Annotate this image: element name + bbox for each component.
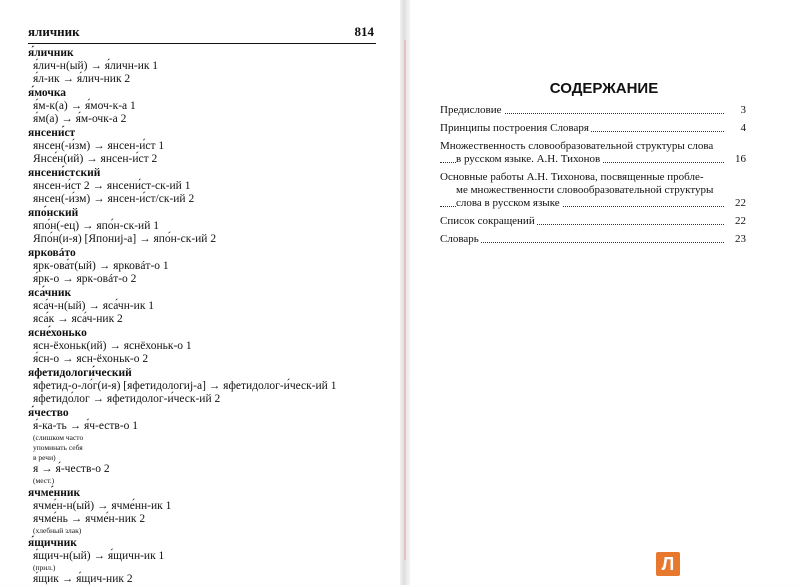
toc-item-label: Словарь bbox=[440, 233, 479, 245]
dictionary-entry bbox=[28, 537, 378, 586]
entry-note: (мест.) bbox=[33, 476, 55, 485]
dictionary-entries bbox=[28, 47, 378, 587]
dictionary-entry bbox=[28, 87, 378, 126]
derivation-line: янсен(-и́зм) → янсен-и́ст 1 bbox=[33, 140, 165, 152]
entry-headword: я́личник bbox=[28, 47, 74, 59]
toc-item-label: Принципы построения Словаря bbox=[440, 122, 589, 134]
derivation-line: ячме́нь → ячме́н-ник 2 bbox=[33, 513, 146, 525]
derivation-line: Япо́н(и-я) [Япониј-а] → япо́н-ск-ий 2 bbox=[33, 233, 217, 245]
derivation-line: я́м(а) → я́м-очк-а 2 bbox=[33, 113, 127, 125]
toc-item[interactable] bbox=[440, 215, 746, 228]
dictionary-entry bbox=[28, 487, 378, 536]
derivation-line: ячме́н-н(ый) → ячме́нн-ик 1 bbox=[33, 500, 172, 512]
table-of-contents bbox=[440, 104, 746, 251]
toc-page-number: 23 bbox=[735, 233, 746, 245]
derivation-line: янсен-и́ст 2 → янсени́ст-ск-ий 1 bbox=[33, 180, 191, 192]
toc-item-label: ме множественности словообразовательной структуры bbox=[456, 184, 714, 196]
derivation-line: Янсе́н(ий) → янсен-и́ст 2 bbox=[33, 153, 158, 165]
dictionary-entry bbox=[28, 367, 378, 406]
toc-page-number: 16 bbox=[735, 153, 746, 165]
derivation-line: я́щик → я́щич-ник 2 bbox=[33, 573, 133, 585]
toc-item-label: слова в русском языке bbox=[456, 197, 560, 209]
entry-headword: ярковáто bbox=[28, 247, 76, 259]
dictionary-entry bbox=[28, 47, 378, 86]
derivation-line: ярк-ова́т(ый) → ярковáт-о 1 bbox=[33, 260, 169, 272]
derivation-line: я́лич-н(ый) → я́личн-ик 1 bbox=[33, 60, 159, 72]
entry-headword: яса́чник bbox=[28, 287, 72, 299]
derivation-line: яса́ч-н(ый) → яса́чн-ик 1 bbox=[33, 300, 155, 312]
entry-headword: я́мочка bbox=[28, 87, 67, 99]
page-number: 814 bbox=[354, 24, 374, 39]
running-head-word: яличник bbox=[28, 24, 80, 39]
entry-note: в речи) bbox=[33, 453, 56, 462]
entry-headword: янсени́ст bbox=[28, 127, 76, 139]
entry-headword: янсени́стский bbox=[28, 167, 101, 179]
toc-title: СОДЕРЖАНИЕ bbox=[549, 80, 659, 97]
dictionary-entry bbox=[28, 287, 378, 326]
derivation-line: яса́к → яса́ч-ник 2 bbox=[33, 313, 123, 325]
derivation-line: я́-ка-ть → я́ч-еств-о 1 bbox=[33, 420, 139, 432]
header-rule bbox=[28, 43, 376, 44]
toc-item-label: Множественность словообразовательной структуры слова bbox=[440, 140, 714, 152]
toc-item[interactable] bbox=[440, 171, 746, 210]
dictionary-entry bbox=[28, 127, 378, 166]
toc-item-label: в русском языке. А.Н. Тихонов bbox=[456, 153, 601, 165]
dictionary-entry bbox=[28, 167, 378, 206]
spine-shadow bbox=[404, 40, 406, 560]
toc-page-number: 22 bbox=[735, 197, 746, 209]
toc-leader-dots bbox=[440, 242, 724, 243]
toc-item[interactable] bbox=[440, 122, 746, 135]
toc-page-number: 4 bbox=[740, 122, 746, 134]
derivation-line: я́рк-о → ярк-овáт-о 2 bbox=[33, 273, 137, 285]
derivation-line: ясн-ёхоньк(ий) → яснёхоньк-о 1 bbox=[33, 340, 192, 352]
toc-item[interactable] bbox=[440, 233, 746, 246]
derivation-line: яфетид-о-ло́г(и-я) [яфетидологиј-а] → яфетидолог-и́ческ-ий 1 bbox=[33, 380, 337, 392]
derivation-line: я́щич-н(ый) → я́щичн-ик 1 bbox=[33, 550, 165, 562]
derivation-line: яфетидо́лог → яфетидолог-и́ческ-ий 2 bbox=[33, 393, 221, 405]
dictionary-entry bbox=[28, 247, 378, 286]
dictionary-entry bbox=[28, 327, 378, 366]
derivation-line: я́м-к(а) → я́моч-к-а 1 bbox=[33, 100, 136, 112]
entry-headword: я́щичник bbox=[28, 537, 77, 549]
toc-item[interactable] bbox=[440, 104, 746, 117]
derivation-line: я́л-ик → я́лич-ник 2 bbox=[33, 73, 131, 85]
dictionary-entry bbox=[28, 207, 378, 246]
entry-note: (прил.) bbox=[33, 563, 56, 572]
derivation-line: я́сн-о → ясн-ёхоньк-о 2 bbox=[33, 353, 149, 365]
running-head bbox=[28, 24, 374, 42]
entry-headword: яфетидологи́ческий bbox=[28, 367, 132, 379]
entry-note: упоминать себя bbox=[33, 443, 83, 452]
toc-page-number: 22 bbox=[735, 215, 746, 227]
toc-item-label: Основные работы А.Н. Тихонова, посвященные пробле- bbox=[440, 171, 704, 183]
publisher-logo-icon: Л bbox=[656, 552, 680, 576]
toc-item[interactable] bbox=[440, 140, 746, 166]
entry-headword: ясне́хонько bbox=[28, 327, 87, 339]
derivation-line: янсен(-и́зм) → янсен-и́ст/ск-ий 2 bbox=[33, 193, 195, 205]
entry-headword: я́чество bbox=[28, 407, 69, 419]
entry-headword: ячме́нник bbox=[28, 487, 81, 499]
toc-item-label: Список сокращений bbox=[440, 215, 535, 227]
toc-item-label: Предисловие bbox=[440, 104, 502, 116]
entry-headword: япо́нский bbox=[28, 207, 79, 219]
dictionary-entry bbox=[28, 407, 378, 486]
derivation-line: япо́н(-ец) → япо́н-ск-ий 1 bbox=[33, 220, 159, 232]
derivation-line: я → я́-честв-о 2 bbox=[33, 463, 110, 475]
entry-note: (хлебный злак) bbox=[33, 526, 82, 535]
entry-note: (слишком часто bbox=[33, 433, 84, 442]
toc-page-number: 3 bbox=[740, 104, 746, 116]
